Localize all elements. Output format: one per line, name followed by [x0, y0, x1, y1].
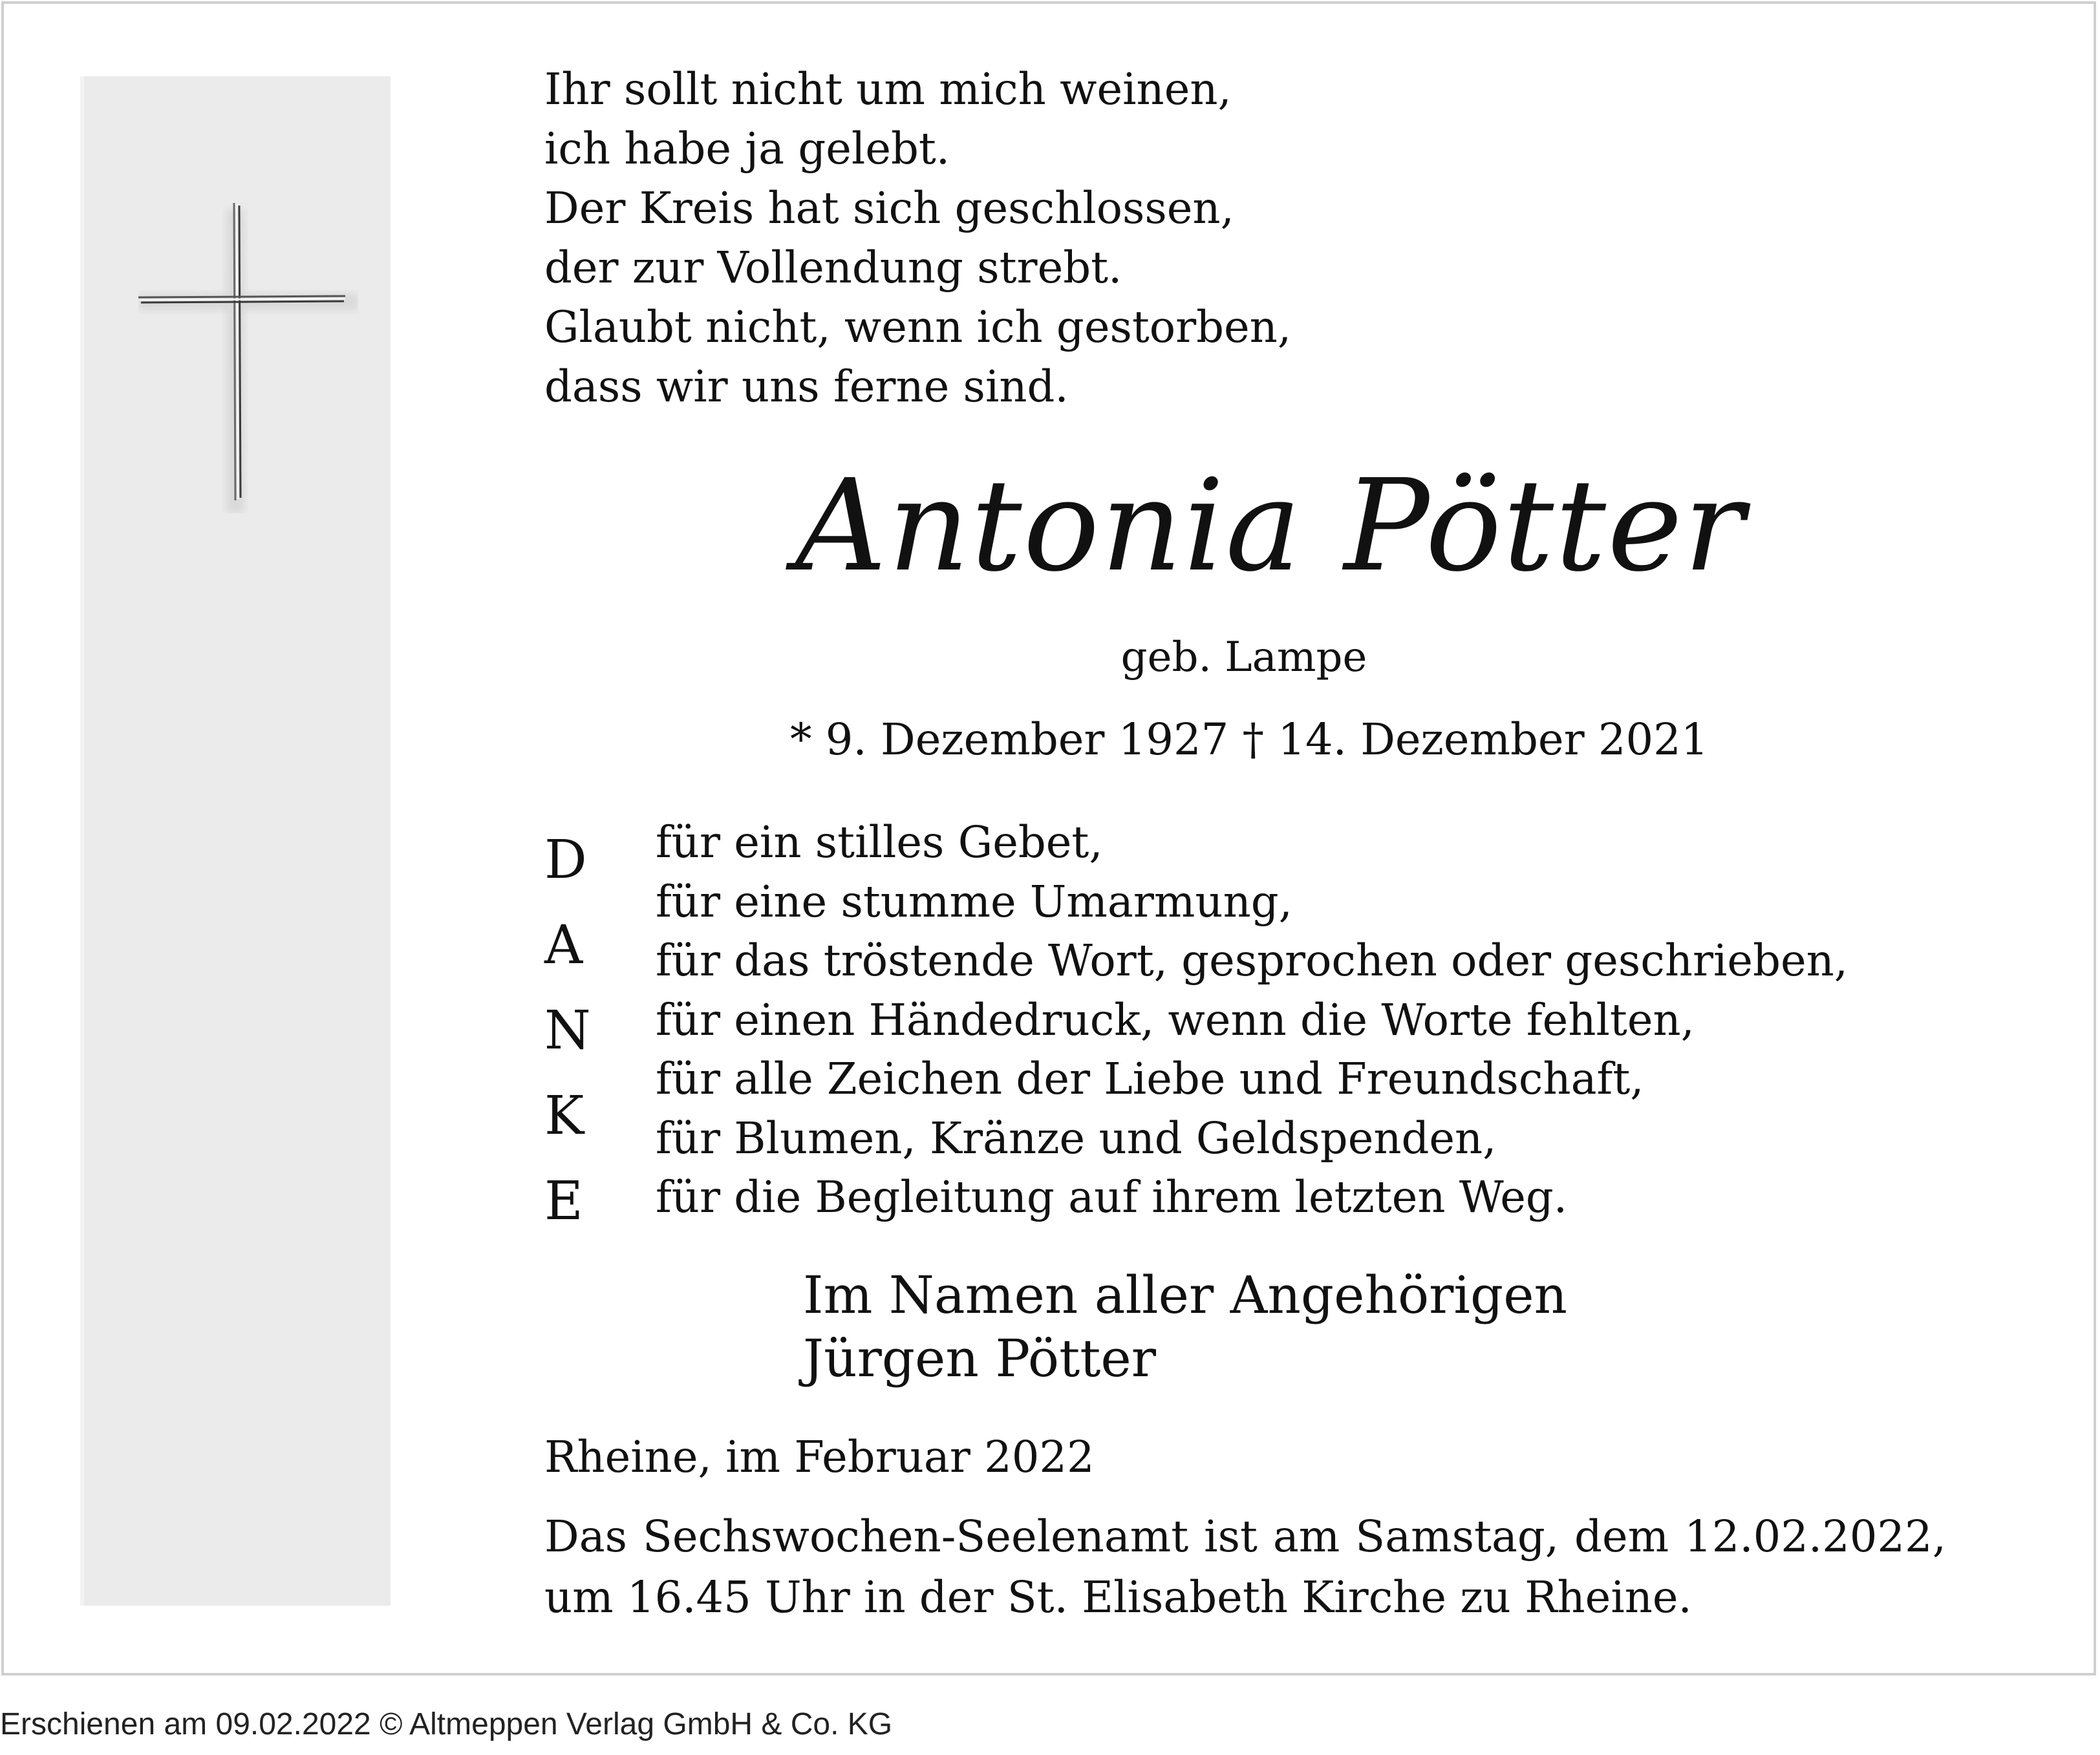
thanks-line: für die Begleitung auf ihrem letzten Weg. [656, 1172, 1568, 1222]
birth-name: geb. Lampe [1120, 633, 1367, 681]
service-line: um 16.45 Uhr in der St. Elisabeth Kirche zu Rheine. [544, 1572, 1692, 1622]
danke-acrostic [544, 818, 591, 1244]
place-date: Rheine, im Februar 2022 [544, 1432, 1095, 1482]
deceased-name: Antonia Pötter [795, 452, 1746, 600]
poem-line: Der Kreis hat sich geschlossen, [544, 183, 1234, 233]
signature-name: Jürgen Pötter [803, 1328, 1156, 1388]
thanks-line: für einen Händedruck, wenn die Worte fehlten, [656, 994, 1695, 1045]
thanks-line: für ein stilles Gebet, [656, 817, 1103, 867]
thanks-list [656, 813, 1848, 1228]
acrostic-letter: D [544, 829, 587, 891]
thanks-line: für eine stumme Umarmung, [656, 876, 1292, 927]
signature-block [803, 1264, 1567, 1390]
poem [544, 59, 1291, 416]
service-line: Das Sechswochen-Seelenamt ist am Samstag, dem 12.02.2022, [544, 1511, 1946, 1562]
thanks-line: für Blumen, Kränze und Geldspenden, [656, 1112, 1497, 1164]
life-dates: * 9. Dezember 1927 † 14. Dezember 2021 [790, 714, 1709, 765]
acrostic-letter: A [544, 915, 583, 976]
thanks-line: für alle Zeichen der Liebe und Freundschaft, [656, 1054, 1644, 1104]
thanks-line: für das tröstende Wort, gesprochen oder geschrieben, [656, 935, 1848, 986]
poem-line: dass wir uns ferne sind. [544, 361, 1069, 412]
cross-icon [138, 203, 358, 513]
poem-line: Glaubt nicht, wenn ich gestorben, [544, 302, 1292, 352]
acrostic-letter: N [544, 1000, 591, 1061]
signature-line: Im Namen aller Angehörigen [803, 1265, 1568, 1325]
poem-line: ich habe ja gelebt. [544, 123, 950, 174]
acrostic-letter: E [544, 1171, 583, 1232]
poem-line: der zur Vollendung strebt. [544, 242, 1122, 293]
service-notice [544, 1506, 1946, 1628]
acrostic-letter: K [544, 1085, 584, 1147]
poem-line: Ihr sollt nicht um mich weinen, [544, 64, 1232, 114]
publication-footer: Erschienen am 09.02.2022 © Altmeppen Verlag GmbH & Co. KG [0, 1707, 893, 1741]
